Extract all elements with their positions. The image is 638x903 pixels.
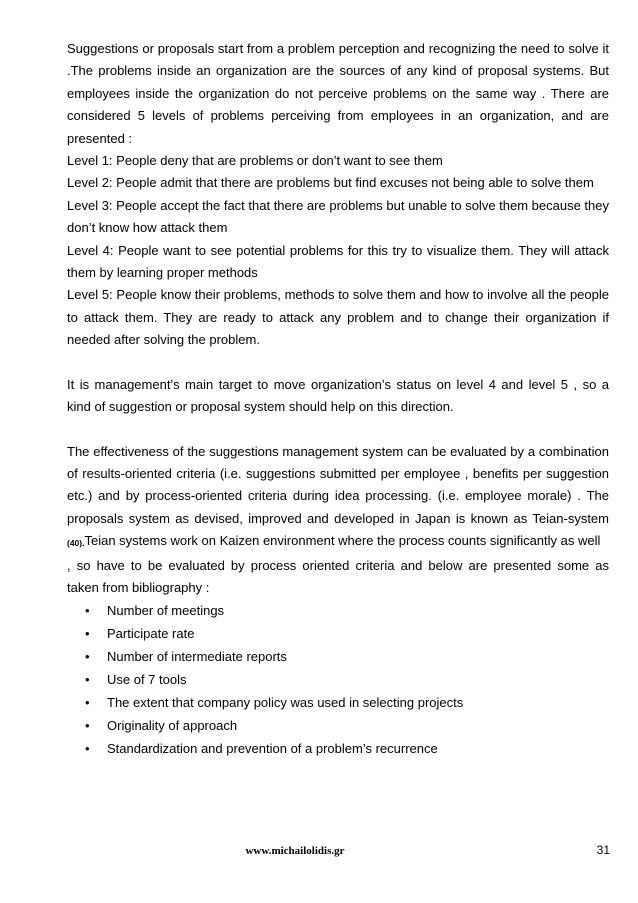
footer-website-url: www.michailolidis.gr bbox=[245, 845, 345, 857]
list-item bbox=[67, 599, 609, 622]
citation-line-text: Teian systems work on Kaizen environment where the process counts significantly as well bbox=[84, 533, 601, 549]
level-5-line-cont: to attack them. They are ready to attack any problem and to change their organization if bbox=[67, 309, 609, 325]
text-line: , so have to be evaluated by process oriented criteria and below are presented some as bbox=[67, 557, 609, 573]
text-line: presented : bbox=[67, 130, 133, 146]
text-line: of results-oriented criteria (i.e. suggestions submitted per employee , benefits per suggestion bbox=[67, 465, 609, 481]
level-2-line: Level 2: People admit that there are problems but find excuses not being able to solve them bbox=[67, 175, 594, 191]
text-line: employees inside the organization do not perceive problems on the same way . There are bbox=[67, 85, 609, 101]
page-number: 31 bbox=[596, 843, 610, 857]
level-5-line: Level 5: People know their problems, methods to solve them and how to involve all the people bbox=[67, 287, 609, 303]
list-item bbox=[67, 714, 609, 737]
page-body bbox=[67, 38, 609, 760]
level-3-line-cont: don’t know how attack them bbox=[67, 220, 228, 236]
citation-ref: (40). bbox=[67, 538, 85, 549]
text-line: taken from bibliography : bbox=[67, 579, 210, 595]
bullet-icon: • bbox=[85, 672, 90, 688]
level-1-line: Level 1: People deny that are problems or don’t want to see them bbox=[67, 153, 443, 169]
bullet-icon: • bbox=[85, 649, 90, 665]
bullet-icon: • bbox=[85, 718, 90, 734]
level-5-line-end: needed after solving the problem. bbox=[67, 332, 260, 348]
text-line: .The problems inside an organization are the sources of any kind of proposal systems. But bbox=[67, 63, 609, 79]
text-line: kind of suggestion or proposal system should help on this direction. bbox=[67, 399, 454, 415]
list-item bbox=[67, 622, 609, 645]
list-item-text: The extent that company policy was used in selecting projects bbox=[107, 695, 464, 711]
list-item bbox=[67, 645, 609, 668]
list-item-text: Standardization and prevention of a problem’s recurrence bbox=[107, 741, 438, 757]
list-item bbox=[67, 737, 609, 760]
paragraph-problem-levels bbox=[67, 38, 609, 352]
text-line: It is management’s main target to move organization’s status on level 4 and level 5 , so a bbox=[67, 376, 609, 392]
text-line: etc.) and by process-oriented criteria during idea processing. (i.e. employee morale) . The bbox=[67, 488, 609, 504]
text-line: The effectiveness of the suggestions management system can be evaluated by a combination bbox=[67, 443, 609, 459]
level-4-line: Level 4: People want to see potential problems for this try to visualize them. They will attack bbox=[67, 242, 609, 258]
paragraph-spacer bbox=[67, 419, 609, 441]
list-item-text: Use of 7 tools bbox=[107, 672, 187, 688]
list-item-text: Number of meetings bbox=[107, 603, 225, 619]
bullet-icon: • bbox=[85, 695, 90, 711]
bullet-icon: • bbox=[85, 741, 90, 757]
list-item-text: Participate rate bbox=[107, 626, 195, 642]
text-line: Suggestions or proposals start from a problem perception and recognizing the need to solve it bbox=[67, 41, 609, 56]
level-3-line: Level 3: People accept the fact that there are problems but unable to solve them because they bbox=[67, 197, 610, 213]
bullet-icon: • bbox=[85, 626, 90, 642]
list-item bbox=[67, 668, 609, 691]
paragraph-spacer bbox=[67, 352, 609, 374]
bullet-icon: • bbox=[85, 603, 90, 619]
citation-line bbox=[67, 530, 609, 554]
paragraph-management-target bbox=[67, 374, 609, 419]
list-item-text: Number of intermediate reports bbox=[107, 649, 287, 665]
list-item bbox=[67, 691, 609, 714]
level-4-line-cont: them by learning proper methods bbox=[67, 265, 258, 281]
text-line: proposals system as devised, improved and developed in Japan is known as Teian-system bbox=[67, 510, 609, 526]
list-item-text: Originality of approach bbox=[107, 718, 238, 734]
criteria-list bbox=[67, 599, 609, 760]
text-line: considered 5 levels of problems perceiving from employees in an organization, and are bbox=[67, 108, 609, 124]
paragraph-effectiveness bbox=[67, 441, 609, 600]
